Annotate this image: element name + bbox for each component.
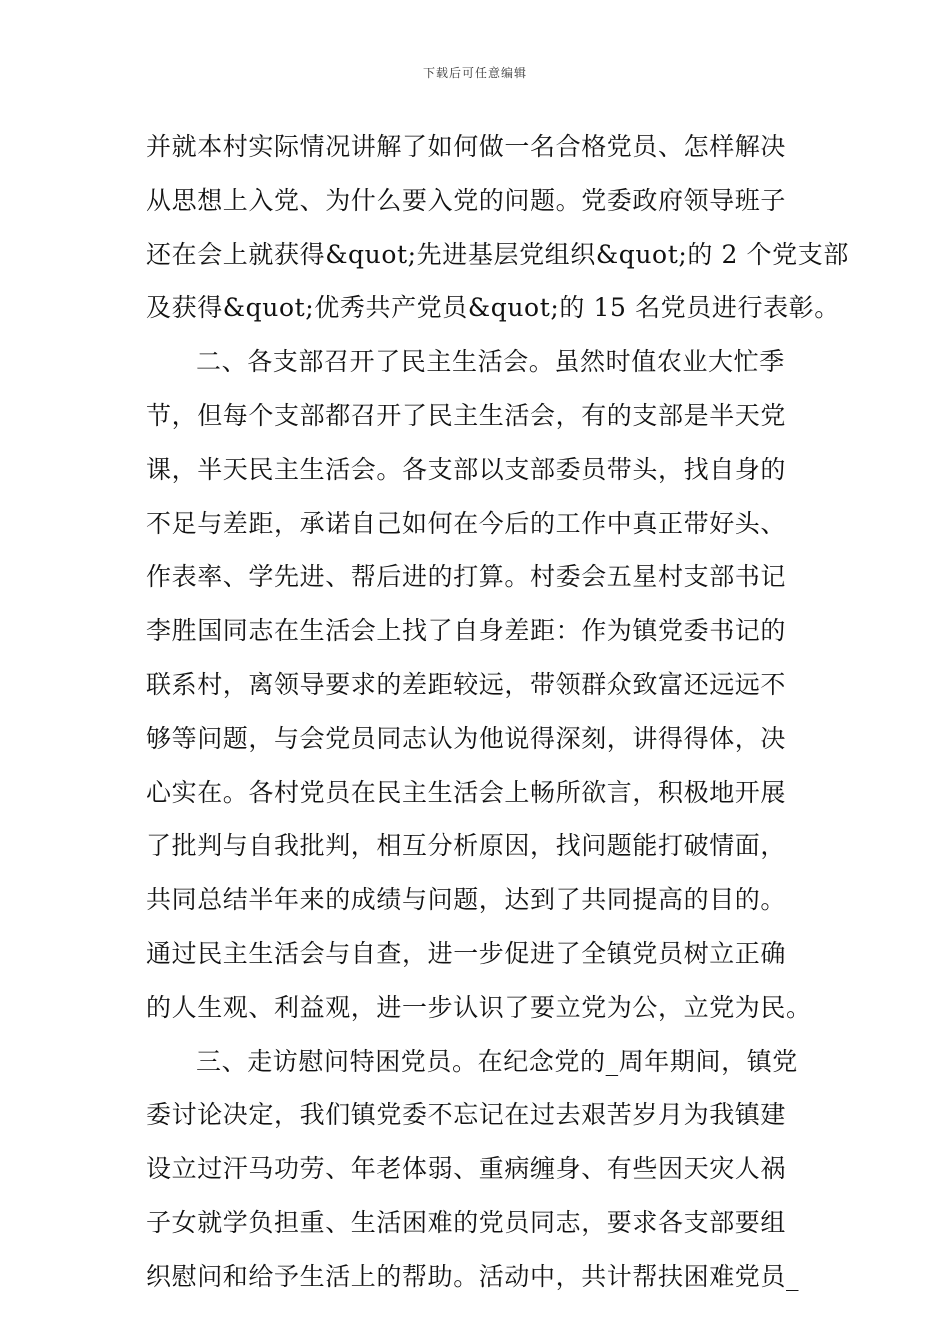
- text-line: 共同总结半年来的成绩与问题，达到了共同提高的目的。: [146, 885, 787, 915]
- text-line: 通过民主生活会与自查，进一步促进了全镇党员树立正确: [146, 938, 787, 968]
- text-line: 设立过汗马功劳、年老体弱、重病缠身、有些因天灾人祸: [146, 1154, 787, 1184]
- paragraph-start-line: 三、走访慰问特困党员。在纪念党的_周年期间，镇党: [196, 1046, 798, 1076]
- text-line: 作表率、学先进、帮后进的打算。村委会五星村支部书记: [146, 562, 787, 592]
- page-header: 下载后可任意编辑: [422, 66, 527, 80]
- paragraph-start-line: 二、各支部召开了民主生活会。虽然时值农业大忙季: [196, 347, 785, 377]
- text-line: 从思想上入党、为什么要入党的问题。党委政府领导班子: [146, 185, 787, 215]
- text-line: 还在会上就获得&quot;先进基层党组织&quot;的 2 个党支部: [146, 239, 849, 269]
- text-line: 委讨论决定，我们镇党委不忘记在过去艰苦岁月为我镇建: [146, 1100, 787, 1130]
- text-line: 的人生观、利益观，进一步认识了要立党为公，立党为民。: [146, 992, 812, 1022]
- text-line: 了批判与自我批判，相互分析原因，找问题能打破情面，: [146, 831, 787, 861]
- text-line: 不足与差距，承诺自己如何在今后的工作中真正带好头、: [146, 508, 787, 538]
- text-line: 够等问题，与会党员同志认为他说得深刻，讲得得体，决: [146, 723, 787, 753]
- text-line: 李胜国同志在生活会上找了自身差距：作为镇党委书记的: [146, 616, 787, 646]
- text-line: 子女就学负担重、生活困难的党员同志，要求各支部要组: [146, 1207, 787, 1237]
- text-line: 及获得&quot;优秀共产党员&quot;的 15 名党员进行表彰。: [146, 293, 840, 323]
- text-line: 节，但每个支部都召开了民主生活会，有的支部是半天党: [146, 400, 787, 430]
- text-line: 织慰问和给予生活上的帮助。活动中，共计帮扶困难党员_: [146, 1261, 800, 1291]
- text-line: 并就本村实际情况讲解了如何做一名合格党员、怎样解决: [146, 132, 787, 161]
- document-body: [146, 120, 849, 1304]
- text-line: 联系村，离领导要求的差距较远，带领群众致富还远远不: [146, 669, 787, 699]
- text-line: 心实在。各村党员在民主生活会上畅所欲言，积极地开展: [146, 777, 787, 807]
- text-line: 课，半天民主生活会。各支部以支部委员带头，找自身的: [146, 454, 787, 484]
